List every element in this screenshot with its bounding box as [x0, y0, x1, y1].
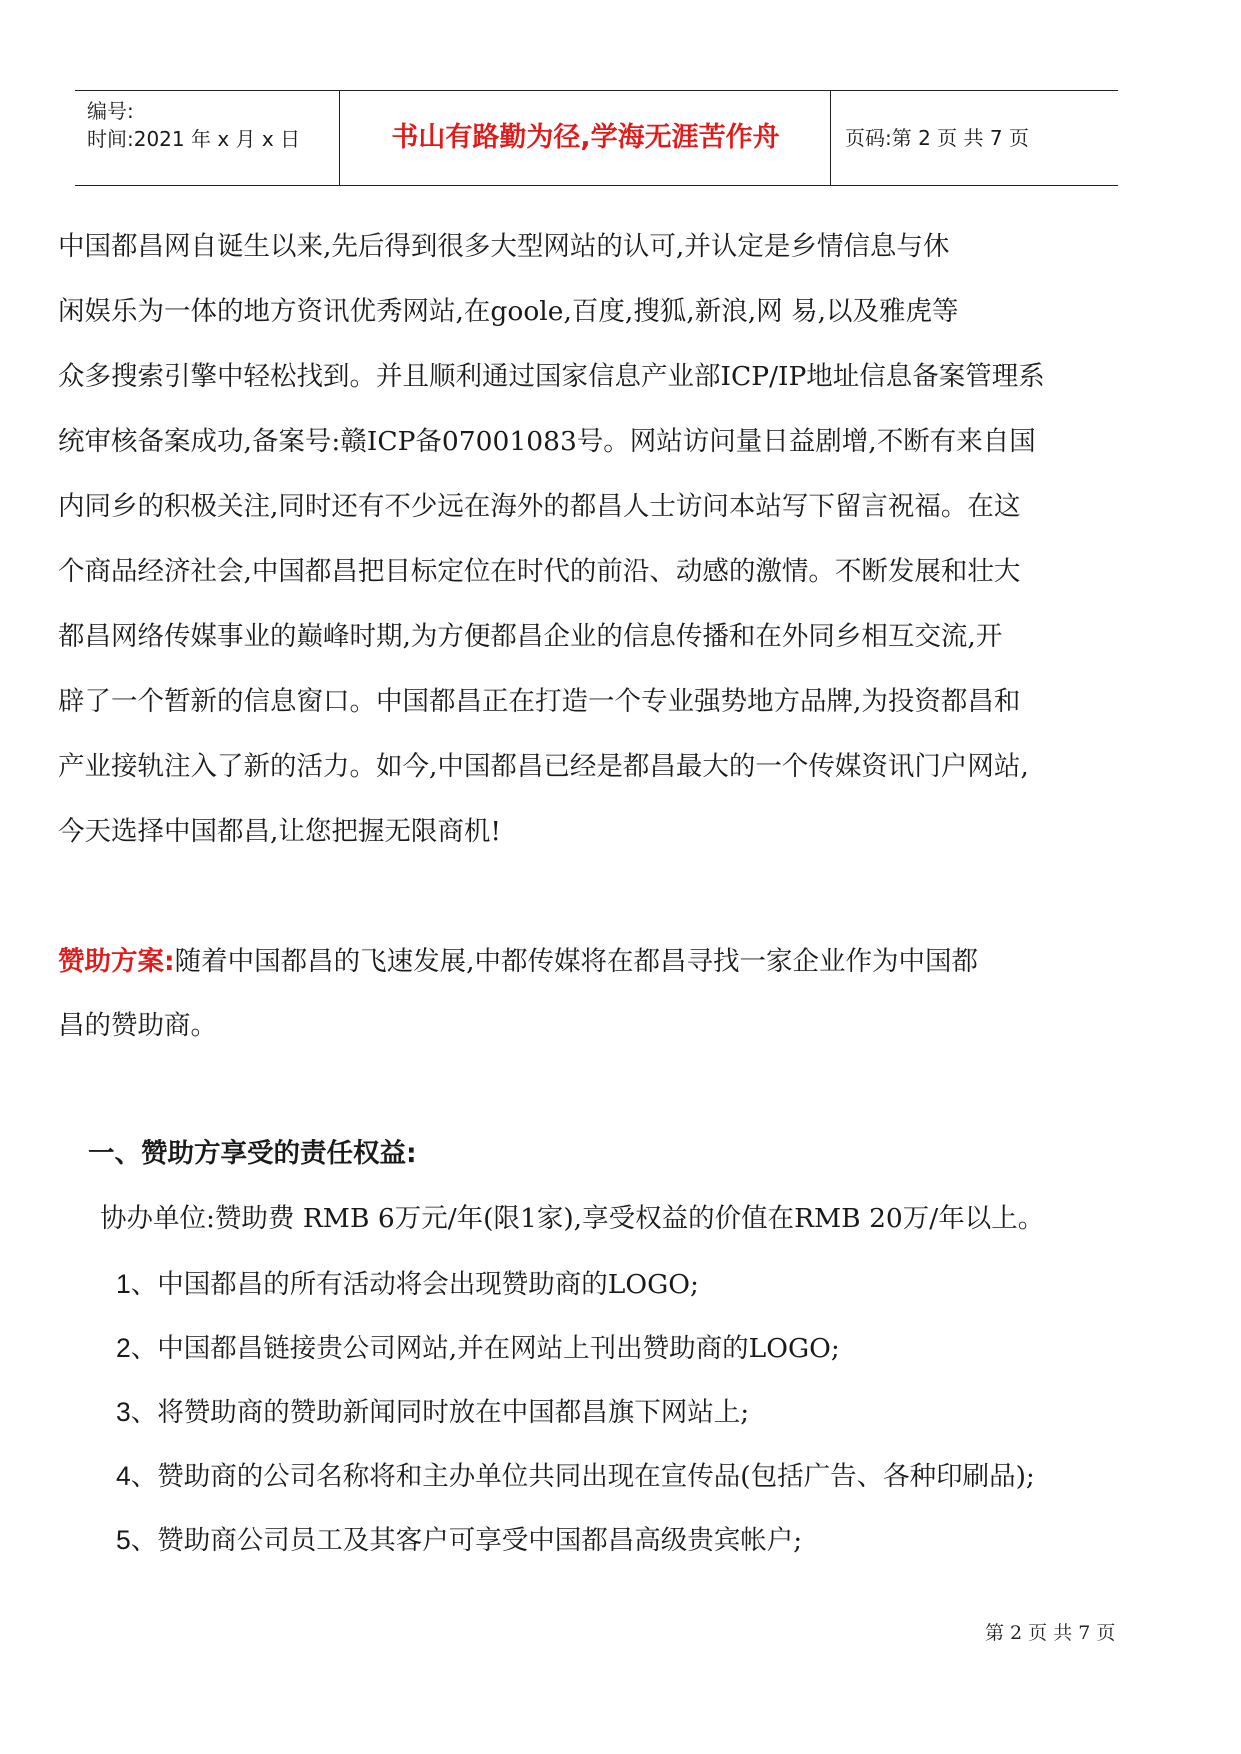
intro-line: 个商品经济社会,中国都昌把目标定位在时代的前沿、动感的激情。不断发展和壮大 — [58, 556, 1021, 587]
item-number: 4 — [116, 1461, 131, 1491]
list-item — [116, 1252, 1035, 1316]
header-divider-1 — [339, 91, 340, 185]
intro-line: 闲娱乐为一体的地方资讯优秀网站,在goole,百度,搜狐,新浪,网 易,以及雅虎等 — [58, 296, 959, 327]
intro-line: 辟了一个暂新的信息窗口。中国都昌正在打造一个专业强势地方品牌,为投资都昌和 — [58, 686, 1021, 717]
intro-line: 产业接轨注入了新的活力。如今,中国都昌已经是都昌最大的一个传媒资讯门户网站, — [58, 751, 1029, 782]
intro-line: 都昌网络传媒事业的巅峰时期,为方便都昌企业的信息传播和在外同乡相互交流,开 — [58, 621, 1003, 652]
intro-line: 内同乡的积极关注,同时还有不少远在海外的都昌人士访问本站写下留言祝福。在这 — [58, 491, 1021, 522]
intro-paragraph — [58, 214, 1178, 864]
intro-line: 中国都昌网自诞生以来,先后得到很多大型网站的认可,并认定是乡情信息与休 — [58, 231, 950, 262]
item-text: 、中国都昌的所有活动将会出现赞助商的LOGO; — [130, 1269, 699, 1300]
list-item — [116, 1444, 1035, 1508]
time-label: 时间:2021 年 x 月 x 日 — [87, 127, 301, 151]
number-label: 编号: — [87, 99, 134, 123]
co-organizer-line: 协办单位:赞助费 RMB 6万元/年(限1家),享受权益的价值在RMB 20万/年以上。 — [100, 1203, 1045, 1234]
list-item — [116, 1508, 1035, 1572]
header-info-cell — [87, 91, 347, 185]
header-page-code: 页码:第 2 页 共 7 页 — [845, 126, 1029, 150]
header-table — [75, 90, 1118, 186]
section-title: 一、赞助方享受的责任权益: — [88, 1138, 417, 1169]
item-number: 1 — [116, 1269, 131, 1299]
list-item — [116, 1380, 1035, 1444]
sponsor-text-1: 随着中国都昌的飞速发展,中都传媒将在都昌寻找一家企业作为中国都 — [174, 946, 979, 977]
list-item — [116, 1316, 1035, 1380]
sponsor-plan-paragraph — [58, 930, 1178, 1058]
intro-line: 统审核备案成功,备案号:赣ICP备07001083号。网站访问量日益剧增,不断有来自国 — [58, 426, 1036, 457]
intro-line: 今天选择中国都昌,让您把握无限商机! — [58, 816, 502, 847]
item-number: 3 — [116, 1397, 131, 1427]
benefits-list — [116, 1252, 1035, 1572]
sponsor-plan-label: 赞助方案: — [58, 946, 175, 977]
header-divider-2 — [830, 91, 831, 185]
intro-line: 众多搜索引擎中轻松找到。并且顺利通过国家信息产业部ICP/IP地址信息备案管理系 — [58, 361, 1045, 392]
page-footer: 第 2 页 共 7 页 — [985, 1622, 1116, 1644]
item-text: 、中国都昌链接贵公司网站,并在网站上刊出赞助商的LOGO; — [130, 1333, 840, 1364]
item-number: 5 — [116, 1525, 131, 1555]
item-number: 2 — [116, 1333, 131, 1363]
header-motto: 书山有路勤为径,学海无涯苦作舟 — [391, 122, 780, 153]
item-text: 、赞助商公司员工及其客户可享受中国都昌高级贵宾帐户; — [130, 1525, 803, 1556]
item-text: 、赞助商的公司名称将和主办单位共同出现在宣传品(包括广告、各种印刷品); — [130, 1461, 1035, 1492]
sponsor-line-1 — [58, 930, 1178, 994]
item-text: 、将赞助商的赞助新闻同时放在中国都昌旗下网站上; — [130, 1397, 750, 1428]
sponsor-text-2: 昌的赞助商。 — [58, 1010, 217, 1041]
